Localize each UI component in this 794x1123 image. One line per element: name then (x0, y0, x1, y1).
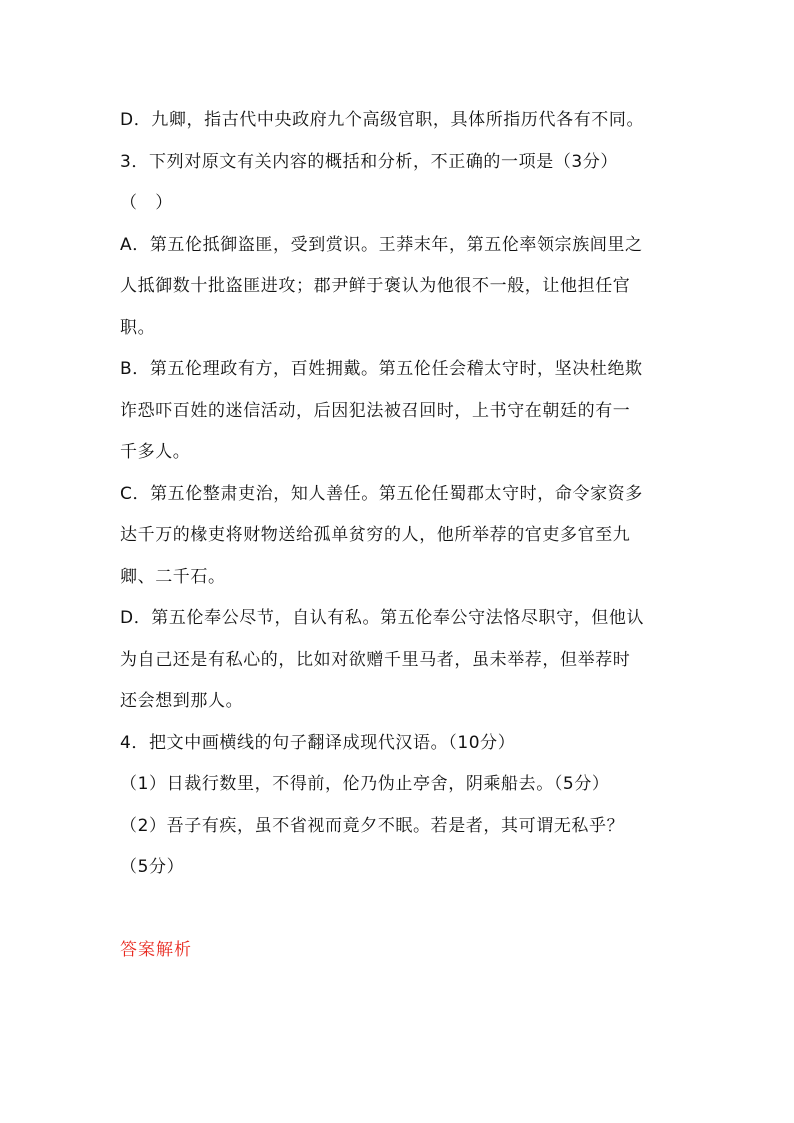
option-a-line-1: A．第五伦抵御盗匪，受到赏识。王莽末年，第五伦率领宗族闾里之 (120, 234, 643, 255)
question-4-item-2: （2）吾子有疾，虽不省视而竟夕不眠。若是者，其可谓无私乎？ (120, 815, 625, 836)
option-b-line-3: 千多人。 (120, 442, 191, 462)
option-c-line-1: C．第五伦整肃吏治，知人善任。第五伦任蜀郡太守时，命令家资多 (120, 483, 643, 504)
option-d-line-3: 还会想到那人。 (120, 691, 244, 711)
question-3-blank: （ ） (120, 193, 173, 213)
option-b-line-2: 诈恐吓百姓的迷信活动，后因犯法被召回时，上书守在朝廷的有一 (120, 400, 631, 421)
option-b-line-1: B．第五伦理政有方，百姓拥戴。第五伦任会稽太守时，坚决杜绝欺 (120, 359, 643, 379)
option-a-line-2: 人抵御数十批盗匪进攻；郡尹鲜于褒认为他很不一般，让他担任官 (120, 276, 631, 296)
option-a-line-3: 职。 (120, 317, 156, 338)
question-4-stem: 4．把文中画横线的句子翻译成现代汉语。（10分） (120, 732, 516, 753)
option-d-line-2: 为自己还是有私心的，比如对欲赠千里马者，虽未举荐，但举荐时 (120, 649, 631, 670)
answer-heading: 答案解析 (120, 940, 192, 960)
option-d-line-1: D．第五伦奉公尽节，自认有私。第五伦奉公守法恪尽职守，但他认 (120, 608, 645, 628)
option-c-line-3: 卿、二千石。 (120, 566, 226, 587)
option-d-note: D．九卿，指古代中央政府九个高级官职，具体所指历代各有不同。 (120, 110, 645, 130)
question-4-item-1: （1）日裁行数里，不得前，伦乃伪止亭舍，阴乘船去。（5分） (120, 774, 610, 794)
option-c-line-2: 达千万的椽吏将财物送给孤单贫穷的人，他所举荐的官吏多官至九 (120, 525, 631, 545)
question-3-stem: 3．下列对原文有关内容的概括和分析，不正确的一项是（3分） (120, 151, 619, 172)
question-content (120, 100, 680, 889)
question-4-item-2-score: （5分） (120, 857, 185, 877)
